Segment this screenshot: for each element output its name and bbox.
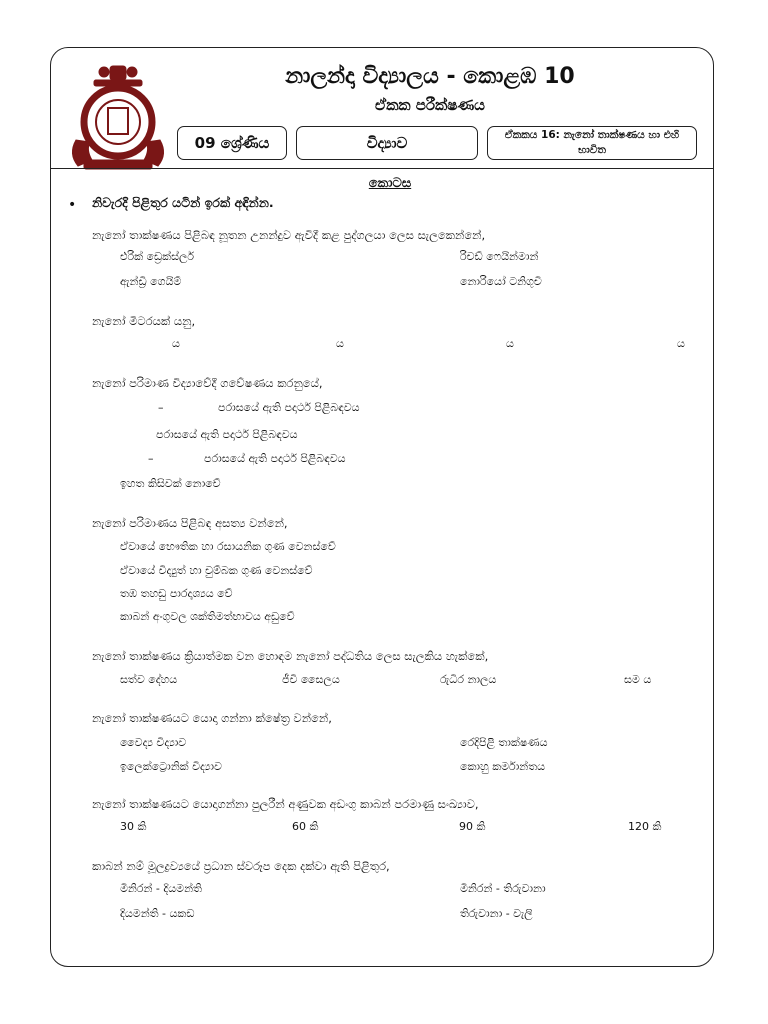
instruction: නිවැරදි පිළිතුර යටින් ඉරක් අඳින්න. [92,195,274,210]
q7-option-2[interactable]: 60 කි [292,820,319,833]
school-crest-icon [64,62,172,174]
q7-option-1[interactable]: 30 කි [120,820,147,833]
q3-option-2[interactable]: පරාසයේ ඇති පදාර්ථ පිළිබඳවය [156,428,298,441]
q5-option-4[interactable]: සම ය [624,673,652,686]
question-6: නැනෝ තාක්ෂණයට යොදා ගන්නා ක්ෂේත්‍ර වන්නේ, [92,711,332,725]
q8-option-4[interactable]: තිරුවානා - වැලි [460,907,533,920]
q2-option-4[interactable]: ය [677,337,685,350]
header-divider [51,168,713,169]
q3-option-1-dash: – [158,401,164,414]
q2-option-3[interactable]: ය [506,337,514,350]
q6-option-4[interactable]: කොහු කර්මාන්තය [460,760,546,773]
q3-option-3[interactable]: පරාසයේ ඇති පදාර්ථ පිළිබඳවය [204,452,346,465]
q1-option-2[interactable]: රිචඩ් ෆෙයින්මාන් [460,250,539,263]
q6-option-1[interactable]: වෛද්‍ය විද්‍යාව [120,736,187,749]
q2-option-1[interactable]: ය [172,337,180,350]
q3-option-3-dash: – [148,452,154,465]
bullet-icon: • [68,197,77,213]
q5-option-3[interactable]: රුධිර නාලය [440,673,497,686]
question-4: නැනෝ පරිමාණය පිළිබඳ අසත්‍ය වන්නේ, [92,516,288,530]
q1-option-4[interactable]: නොරියෝ ටනිගුචි [460,275,542,288]
question-7: නැනෝ තාක්ෂණයට යොදාගන්නා පුලරීන් අණුවක අඩංගු කාබන් පරමාණු සංඛ්‍යාව, [92,797,479,811]
q2-option-2[interactable]: ය [336,337,344,350]
grade-box: 09 ශ්‍රේණිය [177,126,287,160]
unit-box: ඒකකය 16: නැනෝ තාක්ෂණය හා එහි භාවිත [487,126,697,160]
question-5: නැනෝ තාක්ෂණය ක්‍රියාත්මක වන හොඳම නැනෝ පද්ධතිය ලෙස සැලකිය හැක්කේ, [92,649,489,663]
q4-option-1[interactable]: ඒවායේ භෞතික හා රසායනික ගුණ වෙනස්වේ [120,540,336,553]
question-8: කාබන් නම් මූලද්‍රව්‍යයේ ප්‍රධාන ස්වරූප දෙක දක්වා ඇති පිළිතුර, [92,859,390,873]
school-name: නාලන්දා විද්‍යාලය - කොළඹ 10 [285,64,575,89]
q4-option-4[interactable]: කාබන් අංගුවල ශක්තිමත්භාවය අඩුවේ [120,610,295,623]
question-1: නැනෝ තාක්ෂණය පිළිබඳ නූතන උනන්දුව ඇවිදී කළ පුද්ගලයා ලෙස සැලකෙන්නේ, [92,228,486,242]
q8-option-2[interactable]: මිනිරන් - තිරුවානා [460,882,546,895]
exam-title: ඒකක පරීක්ෂණය [375,96,485,114]
q7-option-3[interactable]: 90 කි [459,820,486,833]
q5-option-1[interactable]: සත්ව දේහය [120,673,178,686]
q8-option-3[interactable]: දියමන්ති - යකඩ [120,907,195,920]
q4-option-2[interactable]: ඒවායේ විද්‍යුත් හා චුම්බක ගුණ වෙනස්වේ [120,564,313,577]
q4-option-3[interactable]: තඹ තහඩු පාරදෘශ්‍යය වේ [120,587,233,600]
subject-box: විද්‍යාව [296,126,478,160]
q1-option-3[interactable]: ඇන්ඩ්‍රි ගෙයිම් [120,275,182,288]
q3-option-1[interactable]: පරාසයේ ඇති පදාර්ථ පිළිබඳවය [218,401,360,414]
q3-option-4[interactable]: ඉහත කිසිවක් නොවේ [120,477,221,490]
q8-option-1[interactable]: මිනිරන් - දියමන්ති [120,882,202,895]
question-3: නැනෝ පරිමාණ විද්‍යාවේදී ගවේෂණය කරනුයේ, [92,376,323,390]
q1-option-1[interactable]: එරික් ඩ්‍රෙක්ස්ලර් [120,250,195,263]
section-title: කොටස [368,176,412,191]
q6-option-3[interactable]: ඉලෙක්ට්‍රොනික් විද්‍යාව [120,760,222,773]
question-2: නැනෝ මීටරයක් යනු, [92,314,196,328]
q7-option-4[interactable]: 120 කි [628,820,662,833]
q6-option-2[interactable]: රෙදිපිළි තාක්ෂණය [460,736,548,749]
q5-option-2[interactable]: ජීවී සෛලය [282,673,340,686]
